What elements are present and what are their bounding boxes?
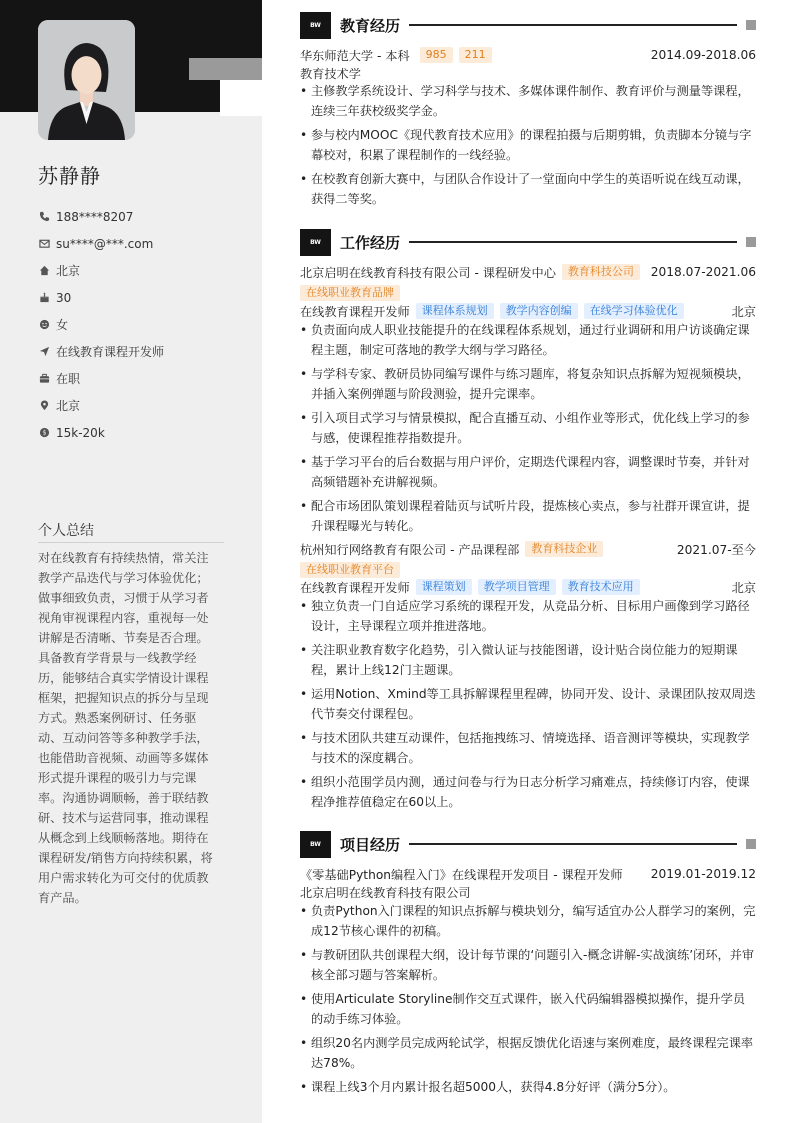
list-item: • 基于学习平台的后台数据与用户评价，定期迭代课程内容，调整课时节奏，并针对高频错题补充讲解视频。 (300, 452, 756, 492)
contact-text: su****@***.com (56, 236, 154, 251)
education-section-header (300, 11, 756, 39)
skill-tag: 教育技术应用 (562, 579, 640, 595)
summary-text: 对在线教育有持续热情，常关注教学产品迭代与学习体验优化；做事细致负责，习惯于从学习者视角审视课程内容，重视每一处讲解是否清晰、节奏是否合理。具备教育学背景与一线教学经历，能够结合真实学情设计课程框架，把握知识点的拆分与呈现方式。熟悉案例研讨、任务驱动、互动问答等多种教学手法，也能借助音视频、动画等多媒体形式提升课程的吸引力与完课率。沟通协调顺畅，善于联结教研、技术与运营同事，推动课程从概念到上线顺畅落地。期待在课程研发/销售方向持续积累，将用户需求转化为可交付的优质教育产品。 (38, 551, 213, 905)
list-item: • 参与校内MOOC《现代教育技术应用》的课程拍摄与后期剪辑，负责脚本分镜与字幕校对，积累了课程制作的一线经验。 (300, 125, 756, 165)
project-bullets (300, 901, 756, 1101)
header-decoration-gray (189, 58, 262, 80)
coin-icon (38, 427, 50, 439)
skill-tag: 教学内容创编 (500, 303, 578, 319)
person-name: 苏静静 (38, 164, 101, 188)
list-item: • 负责Python入门课程的知识点拆解与模块划分，编写适宜办公人群学习的案例，完成12节核心课件的初稿。 (300, 901, 756, 941)
school-name: 华东师范大学 - 本科 (300, 48, 410, 63)
contact-home (38, 257, 248, 284)
list-item: • 与技术团队共建互动课件，包括拖拽练习、情境选择、语音测评等模块，实现教学与技术的深度耦合。 (300, 728, 756, 768)
contact-position (38, 338, 248, 365)
company-type-tag: 在线职业教育平台 (300, 562, 400, 578)
list-item: • 独立负责一门自适应学习系统的课程开发，从竞品分析、目标用户画像到学习路径设计，主导课程立项并推进落地。 (300, 596, 756, 636)
section-divider (409, 241, 737, 243)
list-item: • 配合市场团队策划课程着陆页与试听片段，提炼核心卖点，参与社群开课宣讲，提升课程曝光与转化。 (300, 496, 756, 536)
phone-icon (38, 211, 50, 223)
education-bullets (300, 81, 756, 213)
skill-tag: 课程策划 (416, 579, 472, 595)
contact-gender (38, 311, 248, 338)
company-name: 杭州知行网络教育有限公司 - 产品课程部 (300, 542, 520, 557)
face-icon (38, 319, 50, 331)
project-section-header (300, 830, 756, 858)
svg-text:$: $ (41, 428, 47, 437)
contact-text: 北京 (56, 399, 81, 413)
section-title: 教育经历 (340, 16, 401, 35)
skill-tag: 课程体系规划 (416, 303, 494, 319)
profile-photo (38, 20, 135, 140)
section-divider (409, 843, 737, 845)
list-item: • 组织20名内测学员完成两轮试学，根据反馈优化语速与案例难度，最终课程完课率达78%。 (300, 1033, 756, 1073)
list-item: • 负责面向成人职业技能提升的在线课程体系规划，通过行业调研和用户访谈确定课程主题，制定可落地的教学大纲与学习路径。 (300, 320, 756, 360)
company-type-tag: 在线职业教育品牌 (300, 285, 400, 301)
section-title: 项目经历 (340, 835, 401, 854)
project-name: 《零基础Python编程入门》在线课程开发项目 - 课程开发师 (300, 867, 623, 882)
company-name: 北京启明在线教育科技有限公司 - 课程研发中心 (300, 265, 556, 280)
briefcase-icon (38, 373, 50, 385)
job-role: 在线教育课程开发师 (300, 580, 410, 595)
list-item: • 与学科专家、教研员协同编写课件与练习题库，将复杂知识点拆解为短视频模块，并插入案例弹题与阶段测验，提升完课率。 (300, 364, 756, 404)
contact-text: 30 (56, 290, 72, 305)
location-pin-icon (38, 400, 50, 412)
contact-city (38, 392, 248, 419)
mail-icon (38, 238, 50, 250)
project-company: 北京启明在线教育科技有限公司 (300, 885, 471, 900)
contact-salary (38, 419, 248, 446)
list-item: • 课程上线3个月内累计报名超5000人，获得4.8分好评（满分5分）。 (300, 1077, 756, 1097)
cake-icon (38, 292, 50, 304)
list-item: • 主修教学系统设计、学习科学与技术、多媒体课件制作、教育评价与测量等课程，连续三年获校级奖学金。 (300, 81, 756, 121)
job-header-row (300, 539, 756, 559)
section-badge: BW (300, 229, 331, 256)
contact-text: 188****8207 (56, 209, 134, 224)
job-type-row (300, 283, 756, 303)
job-date: 2018.07-2021.06 (650, 265, 756, 279)
job-role-row (300, 301, 756, 321)
list-item: • 使用Articulate Storyline制作交互式课件，嵌入代码编辑器模拟操作，提升学员的动手练习体验。 (300, 989, 756, 1029)
contact-phone (38, 203, 248, 230)
job-city: 北京 (731, 304, 756, 319)
school-tag: 985 (420, 47, 453, 63)
education-header-row (300, 45, 756, 65)
header-decoration-white (220, 80, 262, 116)
sidebar (0, 0, 262, 1123)
section-end-marker (746, 839, 756, 849)
contact-status (38, 365, 248, 392)
job-role: 在线教育课程开发师 (300, 304, 410, 319)
summary-title: 个人总结 (38, 520, 224, 543)
school-tag: 211 (459, 47, 492, 63)
send-icon (38, 346, 50, 358)
project-header-row (300, 864, 756, 884)
job-header-row (300, 262, 756, 282)
contact-text: 北京 (56, 264, 81, 278)
list-item: • 引入项目式学习与情景模拟，配合直播互动、小组作业等形式，优化线上学习的参与感，使课程推荐指数提升。 (300, 408, 756, 448)
contact-text: 15k-20k (56, 425, 105, 440)
list-item: • 与教研团队共创课程大纲，设计每节课的‘问题引入-概念讲解-实战演练’闭环，并审核全部习题与答案解析。 (300, 945, 756, 985)
contact-list (38, 203, 248, 446)
job-role-row (300, 577, 756, 597)
industry-tag: 教育科技公司 (562, 264, 640, 280)
list-item: • 运用Notion、Xmind等工具拆解课程里程碑，协同开发、设计、录课团队按双周迭代节奏交付课程包。 (300, 684, 756, 724)
section-badge: BW (300, 12, 331, 39)
contact-text: 女 (56, 318, 69, 332)
job-date: 2021.07-至今 (676, 542, 756, 557)
job-bullets (300, 320, 756, 540)
project-date: 2019.01-2019.12 (650, 867, 756, 881)
major: 教育技术学 (300, 66, 361, 81)
home-icon (38, 265, 50, 277)
education-major-row (300, 63, 756, 83)
skill-tag: 在线学习体验优化 (584, 303, 684, 319)
list-item: • 组织小范围学员内测，通过问卷与行为日志分析学习痛难点，持续修订内容，使课程净推荐值稳定在60以上。 (300, 772, 756, 812)
project-company-row (300, 882, 756, 902)
contact-text: 在职 (56, 372, 81, 386)
job-city: 北京 (731, 580, 756, 595)
contact-age (38, 284, 248, 311)
skill-tag: 教学项目管理 (478, 579, 556, 595)
section-title: 工作经历 (340, 233, 401, 252)
section-end-marker (746, 20, 756, 30)
list-item: • 在校教育创新大赛中，与团队合作设计了一堂面向中学生的英语听说在线互动课，获得二等奖。 (300, 169, 756, 209)
education-date: 2014.09-2018.06 (650, 48, 756, 62)
section-end-marker (746, 237, 756, 247)
section-divider (409, 24, 737, 26)
work-section-header (300, 228, 756, 256)
contact-email (38, 230, 248, 257)
industry-tag: 教育科技企业 (525, 541, 603, 557)
list-item: • 关注职业教育数字化趋势，引入微认证与技能图谱，设计贴合岗位能力的短期课程，累计上线12门主题课。 (300, 640, 756, 680)
contact-text: 在线教育课程开发师 (56, 345, 165, 359)
job-bullets (300, 596, 756, 816)
section-badge: BW (300, 831, 331, 858)
